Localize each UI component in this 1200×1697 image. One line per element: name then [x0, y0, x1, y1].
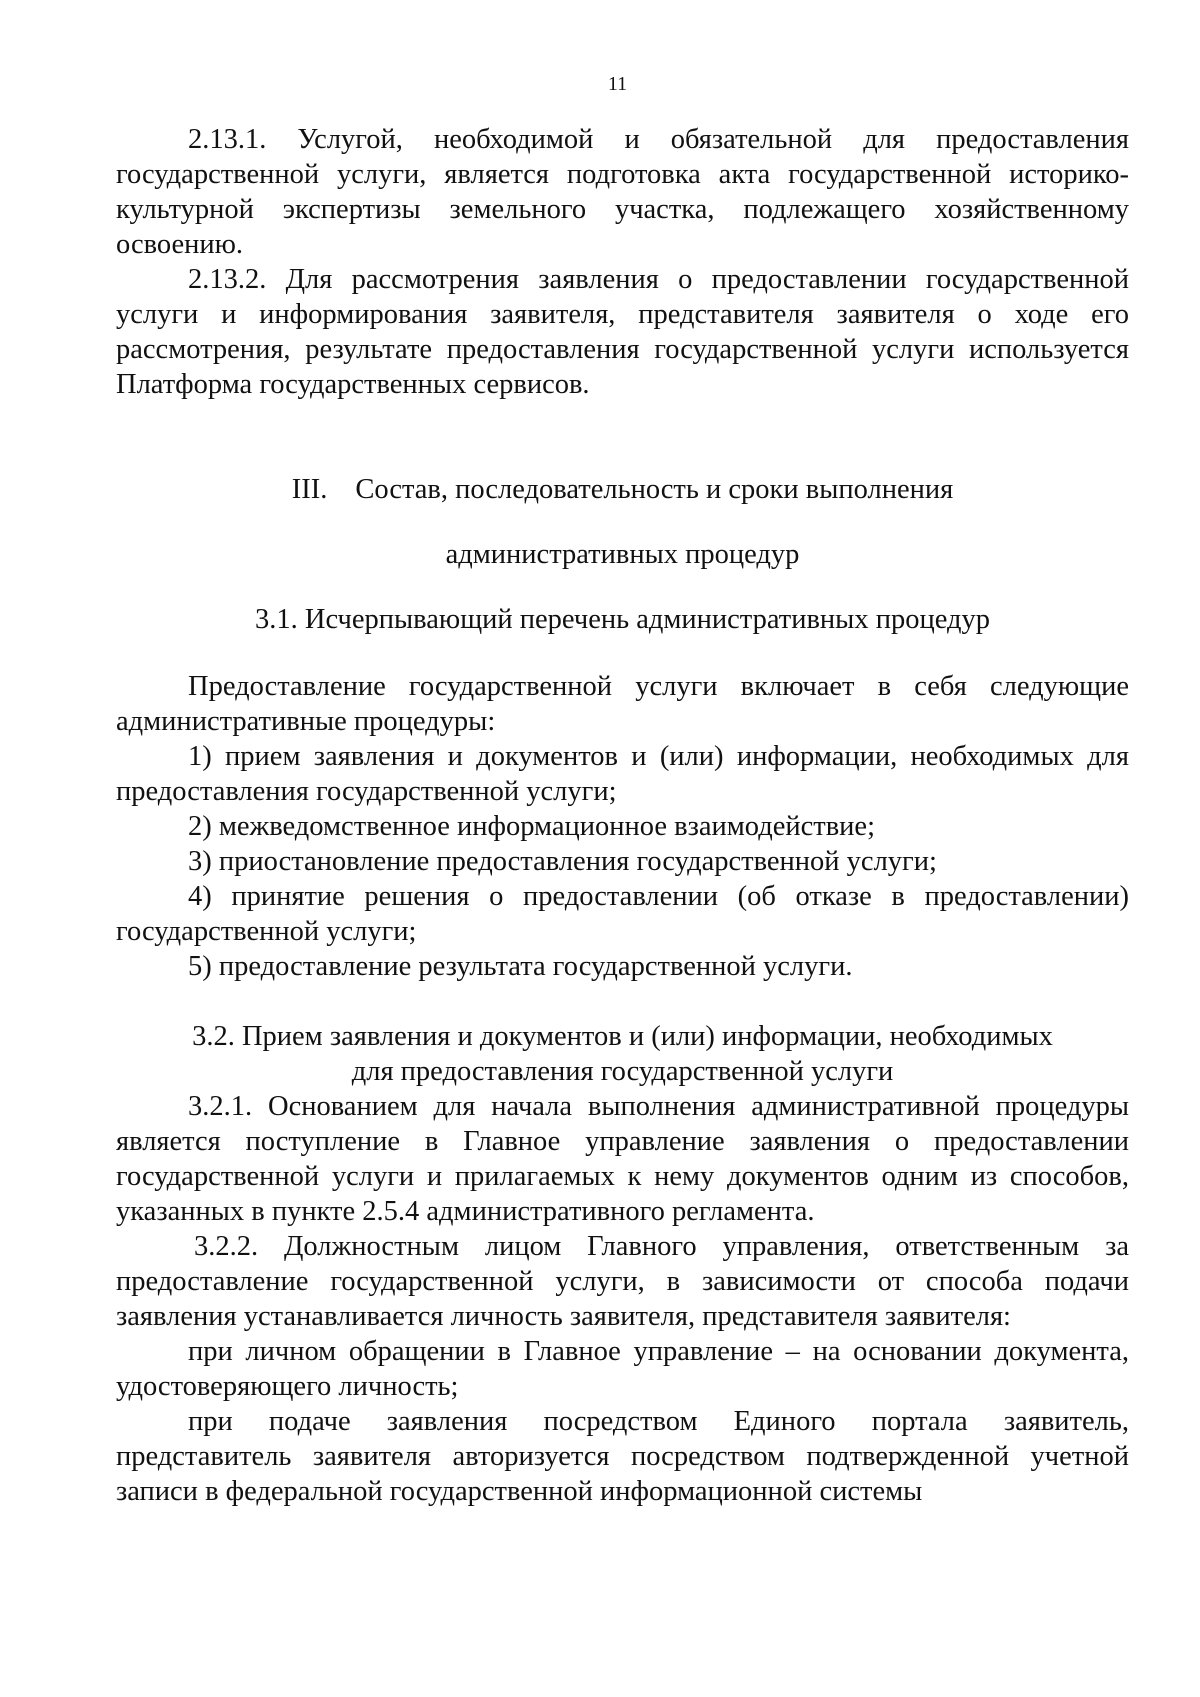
paragraph-2-13-2: 2.13.2. Для рассмотрения заявления о предоставлении государственной услуги и информирования заявителя, представителя заявителя о ходе его рассмотрения, результате предоставления государственной услуги используется Платформа государственных сервисов. — [116, 264, 1129, 400]
procedure-item-4: 4) принятие решения о предоставлении (об отказе в предоставлении) государственной услуги; — [116, 881, 1129, 947]
section-3-1-intro: Предоставление государственной услуги включает в себя следующие административные процедуры: — [116, 671, 1129, 737]
page-number: 11 — [607, 73, 628, 95]
paragraph-personal-visit: при личном обращении в Главное управление – на основании документа, удостоверяющего личность; — [116, 1336, 1129, 1402]
section-3-number: III. — [291, 474, 328, 505]
section-3-title-line2: административных процедур — [445, 539, 800, 570]
document-body — [116, 122, 1129, 1509]
section-3-2-heading-line2: для предоставления государственной услуги — [351, 1056, 894, 1087]
procedure-item-1: 1) прием заявления и документов и (или) информации, необходимых для предоставления государственной услуги; — [116, 741, 1129, 807]
procedure-item-3: 3) приостановление предоставления государственной услуги; — [188, 846, 937, 877]
section-3-1-heading: 3.1. Исчерпывающий перечень административных процедур — [255, 604, 990, 635]
paragraph-2-13-1: 2.13.1. Услугой, необходимой и обязательной для предоставления государственной услуги, является подготовка акта государственной историко-культурной экспертизы земельного участка, подлежащего хозяйственному освоению. — [116, 124, 1129, 260]
procedure-item-5: 5) предоставление результата государственной услуги. — [188, 951, 853, 982]
paragraph-3-2-2: 3.2.2. Должностным лицом Главного управления, ответственным за предоставление государственной услуги, в зависимости от способа подачи заявления устанавливается личность заявителя, представителя заявителя: — [116, 1231, 1129, 1332]
section-3-title-line1: Состав, последовательность и сроки выполнения — [355, 474, 954, 505]
paragraph-3-2-1: 3.2.1. Основанием для начала выполнения административной процедуры является поступление в Главное управление заявления о предоставлении государственной услуги и прилагаемых к нему документов одним из способов, указанных в пункте 2.5.4 административного регламента. — [116, 1091, 1129, 1227]
section-3-2-heading-line1: 3.2. Прием заявления и документов и (или) информации, необходимых — [192, 1021, 1053, 1052]
paragraph-portal-submission: при подаче заявления посредством Единого портала заявитель, представитель заявителя авторизуется посредством подтвержденной учетной записи в федеральной государственной информационной системы — [116, 1406, 1129, 1507]
procedure-item-2: 2) межведомственное информационное взаимодействие; — [188, 811, 875, 842]
section-3-heading — [116, 472, 1129, 507]
